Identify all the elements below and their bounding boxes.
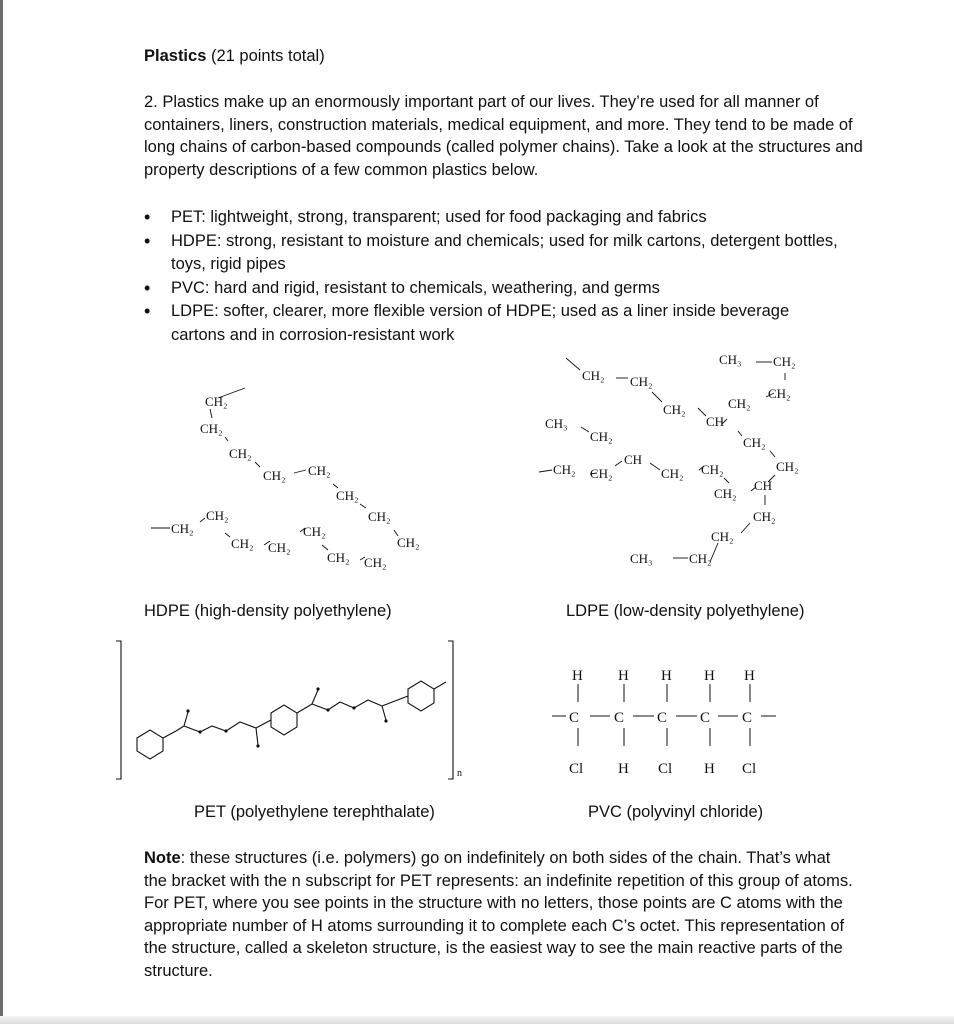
ldpe-ch-3: CH	[754, 478, 773, 493]
ldpe-ch2-3: CH₂	[663, 402, 686, 417]
caption-ldpe: LDPE (low-density polyethylene)	[566, 602, 805, 620]
hdpe-ch2-13: CH₂	[327, 550, 350, 565]
note-label: Note	[144, 849, 181, 867]
pvc-h-top-3: H	[661, 668, 672, 684]
pet-left-bracket	[116, 641, 121, 779]
ldpe-ch2-9: CH₂	[590, 429, 613, 444]
hdpe-ch2-3: CH₂	[229, 446, 252, 461]
pvc-h-top-1: H	[572, 668, 583, 684]
hdpe-ch2-15: CH₂	[397, 535, 420, 550]
ldpe-ch3-2: CH₃	[545, 416, 568, 431]
title-points: (21 points total)	[210, 47, 325, 65]
hdpe-ch2-8: CH₂	[171, 521, 194, 536]
title-label: Plastics	[144, 47, 207, 65]
pvc-c-2: C	[614, 710, 625, 726]
hdpe-ch2-1: CH₂	[205, 394, 228, 409]
pvc-c-4: C	[700, 710, 711, 726]
ldpe-ch2-6: CH₂	[728, 396, 751, 411]
hdpe-ch2-11: CH₂	[268, 540, 291, 555]
hdpe-ch2-6: CH₂	[336, 488, 359, 503]
pvc-c-3: C	[657, 710, 668, 726]
ldpe-ch2-7: CH₂	[743, 435, 766, 450]
pvc-cl-2: Cl	[658, 761, 673, 777]
ldpe-ch2-13: CH₂	[701, 462, 724, 477]
ldpe-ch-2: CH	[624, 452, 643, 467]
ldpe-structure	[539, 352, 799, 566]
hdpe-ch2-2: CH₂	[200, 421, 223, 436]
ldpe-ch2-17: CH₂	[689, 551, 712, 566]
list-item-hdpe: • HDPE: strong, resistant to moisture and chemicals; used for milk cartons, detergent bottles, toys, rigid pipes	[143, 230, 843, 277]
ldpe-ch2-12: CH₂	[661, 466, 684, 481]
list-item-pet: • PET: lightweight, strong, transparent; used for food packaging and fabrics	[143, 206, 843, 230]
hdpe-ch2-12: CH₂	[303, 524, 326, 539]
pvc-h-top-4: H	[704, 668, 715, 684]
ldpe-ch2-5: CH₂	[768, 386, 791, 401]
ldpe-ch-1: CH	[706, 414, 725, 429]
pvc-h-bottom-1: H	[618, 761, 629, 777]
ldpe-ch2-15: CH₂	[753, 509, 776, 524]
pvc-cl-3: Cl	[742, 761, 757, 777]
pet-right-bracket	[448, 641, 453, 779]
caption-pvc: PVC (polyvinyl chloride)	[588, 803, 764, 821]
list-item-pvc: • PVC: hard and rigid, resistant to chemicals, weathering, and germs	[143, 277, 843, 301]
pet-structure	[116, 641, 453, 779]
ldpe-ch2-8: CH₂	[776, 459, 799, 474]
ldpe-ch2-4: CH₂	[773, 354, 796, 369]
pvc-h-bottom-2: H	[704, 761, 715, 777]
hdpe-ch2-10: CH₂	[231, 536, 254, 551]
caption-hdpe: HDPE (high-density polyethylene)	[144, 602, 392, 620]
note-paragraph	[144, 847, 854, 982]
hdpe-structure	[151, 388, 420, 570]
pvc-h-top-5: H	[744, 668, 755, 684]
pvc-c-1: C	[569, 710, 580, 726]
pvc-c-5: C	[742, 710, 753, 726]
ldpe-ch3-3: CH₃	[630, 551, 653, 566]
ldpe-ch2-1: CH₂	[582, 368, 605, 383]
pvc-h-top-2: H	[618, 668, 629, 684]
intro-paragraph: 2. Plastics make up an enormously important part of our lives. They’re used for all manner of containers, liners, construction materials, medical equipment, and more. They tend to be made of long chains of carbon-based compounds (called polymer chains). Take a look at the structures and property descriptions of a few common plastics below.	[144, 93, 863, 179]
ldpe-ch2-2: CH₂	[630, 374, 653, 389]
pvc-cl-1: Cl	[569, 761, 584, 777]
pet-benzene-left	[137, 730, 163, 759]
ldpe-ch2-14: CH₂	[714, 486, 737, 501]
ldpe-ch3-1: CH₃	[719, 352, 742, 367]
ldpe-ch2-11: CH₂	[590, 466, 613, 481]
list-item-ldpe: • LDPE: softer, clearer, more flexible version of HDPE; used as a liner inside beverage cartons and in corrosion-resistant work	[143, 300, 843, 347]
caption-pet: PET (polyethylene terephthalate)	[194, 803, 435, 821]
pvc-structure	[552, 668, 776, 777]
pet-benzene-middle	[271, 705, 297, 735]
note-text: : these structures (i.e. polymers) go on indefinitely on both sides of the chain. That’s what the bracket with the n subscript for PET represents: an indefinite repetition of this group of atoms. For PET, where you see points in the structure with no letters, those points are C atoms with the appropriate number of H atoms surrounding it to complete each C’s octet. This representation of the structure, called a skeleton structure, is the easiest way to see the main reactive parts of the structure.	[144, 849, 853, 980]
hdpe-ch2-4: CH₂	[263, 468, 286, 483]
hdpe-ch2-14: CH₂	[364, 555, 387, 570]
hdpe-ch2-5: CH₂	[308, 463, 331, 478]
ldpe-ch2-10: CH₂	[553, 462, 576, 477]
pet-subscript-n: n	[457, 768, 462, 779]
hdpe-ch2-9: CH₂	[206, 508, 229, 523]
page-bottom-shade	[0, 1016, 954, 1024]
hdpe-ch2-7: CH₂	[368, 509, 391, 524]
ldpe-ch2-16: CH₂	[711, 529, 734, 544]
pet-benzene-right	[408, 681, 434, 711]
